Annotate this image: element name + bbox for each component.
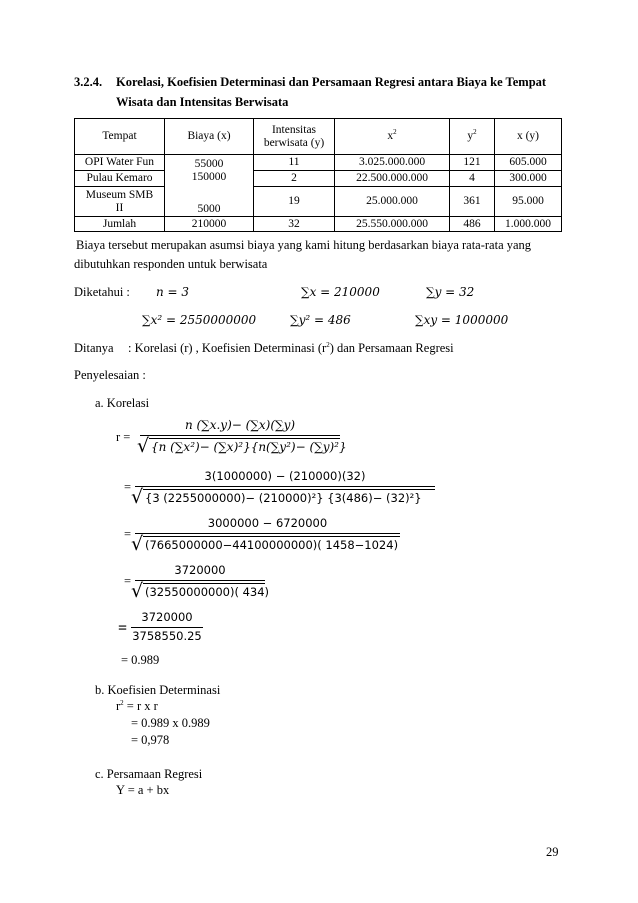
koefisien-heading: b. Koefisien Determinasi [95,683,221,697]
formula-numerator: n (∑x.y)− (∑x)(∑y) [184,418,296,432]
regresi-line1: Y = a + bx [116,783,170,797]
given-sum-x: ∑x = 210000 [301,285,380,299]
equals-sign: = [124,480,132,494]
diketahui-label: Diketahui : [74,285,130,299]
sqrt-icon: √ [131,486,144,508]
note-line1: Biaya tersebut merupakan asumsi biaya yang kami hitung berdasarkan biaya rata-rata yang [76,238,532,252]
equals-sign: = [124,574,132,588]
header-xy: x (y) [495,119,562,155]
table-header-row [75,119,562,155]
sqrt-icon: √ [137,435,150,457]
sqrt-bar [143,583,265,584]
table-row: OPI Water Fun 55000 11 3.025.000.000 121 605.000 [75,155,562,171]
formula-numerator: 3720000 [174,563,226,577]
korelasi-heading: a. Korelasi [95,396,150,410]
given-sum-x2: ∑x² = 2550000000 [142,313,257,327]
fraction-bar [140,435,340,436]
regresi-heading: c. Persamaan Regresi [95,767,203,781]
penyelesaian-label: Penyelesaian : [74,368,146,382]
sqrt-icon: √ [131,533,144,555]
header-x2: $x^2$ [335,119,450,155]
formula-numerator: 3720000 [141,610,193,624]
r-label: r = [116,430,131,444]
header-tempat: Tempat [75,119,165,155]
formula-denominator: 3758550.25 [132,629,202,643]
formula-denominator: {3 (2255000000)− (210000)²} {3(486)− (32)²} [145,491,422,505]
formula-numerator: 3(1000000) − (210000)(32) [204,469,366,483]
header-y2: $y^2$ [450,119,495,155]
formula-denominator: {n (∑x²)− (∑x)²}{n(∑y²)− (∑y)²} [151,440,347,454]
note-line2: dibutuhkan responden untuk berwisata [74,257,268,271]
fraction-bar [135,486,435,487]
given-n: n = 3 [156,285,190,299]
equals-sign: = [124,527,132,541]
fraction-bar [131,627,203,628]
table-row: Museum SMB II 5000 19 25.000.000 361 95.000 [75,187,562,217]
sqrt-bar [143,536,400,537]
table-row: Pulau Kemaro 150000 2 22.500.000.000 4 300.000 [75,171,562,187]
formula-denominator: (7665000000−44100000000)( 1458−1024) [145,538,399,552]
header-biaya: Biaya (x) [165,119,254,155]
ditanya-label: Ditanya [74,341,114,355]
equals-sign: = [118,620,128,637]
fraction-bar [135,580,265,581]
koefisien-line1: $r^2 = r$ x r [116,698,158,713]
header-intensitas: Intensitas berwisata (y) [254,119,335,155]
given-sum-y2: ∑y² = 486 [290,313,351,327]
given-sum-xy: ∑xy = 1000000 [415,313,509,327]
ditanya-text: : Korelasi (r) , Koefisien Determinasi $(r^2)$ dan Persamaan Regresi [128,340,454,355]
section-number: 3.2.4. [74,75,103,89]
fraction-bar [135,533,400,534]
sqrt-icon: √ [131,580,144,602]
page-number: 29 [546,845,559,859]
table-total-row: Jumlah 210000 32 25.550.000.000 486 1.000.000 [75,217,562,232]
korelasi-result: = 0.989 [121,653,160,667]
formula-numerator: 3000000 − 6720000 [207,516,328,530]
section-title-line2: Wisata dan Intensitas Berwisata [116,95,289,109]
section-title-line1: Korelasi, Koefisien Determinasi dan Persamaan Regresi antara Biaya ke Tempat [116,75,547,89]
sqrt-bar [149,438,340,439]
formula-denominator: (32550000000)( 434) [145,585,270,599]
given-sum-y: ∑y = 32 [426,285,475,299]
data-table [74,118,562,232]
koefisien-line2: = 0.989 x 0.989 [131,716,210,730]
sqrt-bar [143,489,435,490]
koefisien-line3: = 0,978 [131,733,170,747]
